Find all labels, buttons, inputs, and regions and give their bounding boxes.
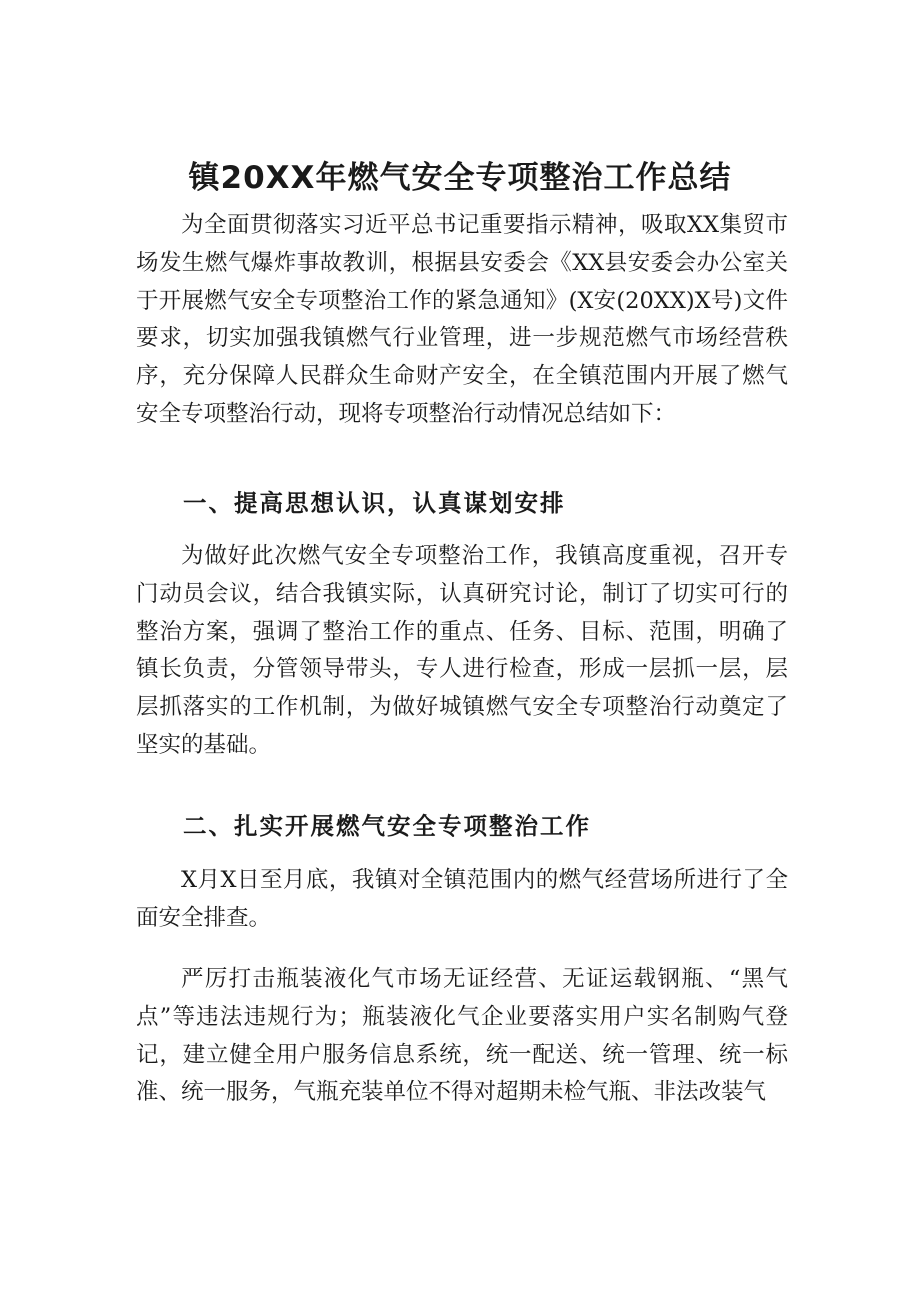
- document-title: 镇20XX年燃气安全专项整治工作总结: [188, 160, 732, 196]
- section-1-paragraph: 为做好此次燃气安全专项整治工作，我镇高度重视，召开专门动员会议，结合我镇实际，认真研究讨论，制订了切实可行的整治方案，强调了整治工作的重点、任务、目标、范围，明确了镇长负责，分管领导带头，专人进行检查，形成一层抓一层，层层抓落实的工作机制，为做好城镇燃气安全专项整治行动奠定了坚实的基础。: [136, 543, 788, 758]
- intro-paragraph: 为全面贯彻落实习近平总书记重要指示精神，吸取XX集贸市场发生燃气爆炸事故教训，根据县安委会《XX县安委会办公室关于开展燃气安全专项整治工作的紧急通知》(X安(20XX)X号)文件要求，切实加强我镇燃气行业管理，进一步规范燃气市场经营秩序，充分保障人民群众生命财产安全，在全镇范围内开展了燃气安全专项整治行动，现将专项整治行动情况总结如下：: [136, 212, 788, 427]
- section-1-heading: 一、提高思想认识，认真谋划安排: [183, 489, 566, 517]
- section-2-paragraph-2: 严厉打击瓶装液化气市场无证经营、无证运载钢瓶、“黑气点”等违法违规行为；瓶装液化气企业要落实用户实名制购气登记，建立健全用户服务信息系统，统一配送、统一管理、统一标准、统一服务，气瓶充装单位不得对超期未检气瓶、非法改装气: [136, 966, 788, 1106]
- section-2-heading: 二、扎实开展燃气安全专项整治工作: [183, 812, 591, 840]
- section-2-paragraph-1: X月X日至月底，我镇对全镇范围内的燃气经营场所进行了全面安全排查。: [136, 867, 788, 931]
